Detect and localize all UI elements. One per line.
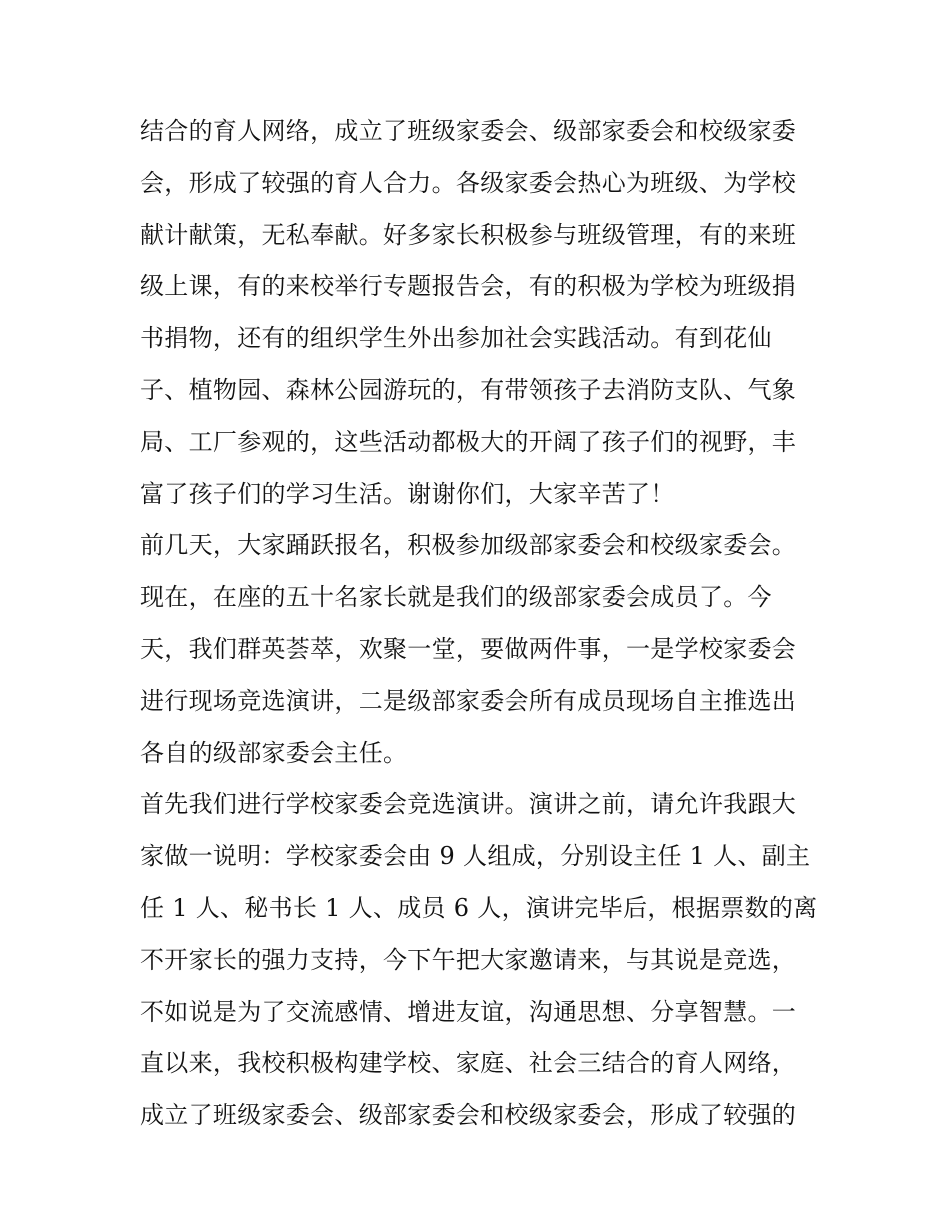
text-line: 直以来，我校积极构建学校、家庭、社会三结合的育人网络， <box>140 1049 797 1078</box>
text-line: 前几天，大家踊跃报名，积极参加级部家委会和校级家委会。 <box>140 531 797 560</box>
text-line: 不开家长的强力支持，今下午把大家邀请来，与其说是竞选， <box>140 945 797 974</box>
text-line: 各自的级部家委会主任。 <box>140 738 408 767</box>
text-line: 天，我们群英荟萃，欢聚一堂，要做两件事，一是学校家委会 <box>140 634 797 663</box>
text-line: 不如说是为了交流感情、增进友谊，沟通思想、分享智慧。一 <box>140 997 797 1026</box>
text-line: 献计献策，无私奉献。好多家长积极参与班级管理，有的来班 <box>140 220 797 249</box>
text-line: 首先我们进行学校家委会竞选演讲。演讲之前，请允许我跟大 <box>140 790 797 819</box>
body-text <box>140 106 830 1142</box>
text-line: 子、植物园、森林公园游玩的，有带领孩子去消防支队、气象 <box>140 375 797 404</box>
text-line: 书捐物，还有的组织学生外出参加社会实践活动。有到花仙 <box>140 324 772 353</box>
text-line: 进行现场竞选演讲，二是级部家委会所有成员现场自主推选出 <box>140 686 797 715</box>
text-line: 局、工厂参观的，这些活动都极大的开阔了孩子们的视野，丰 <box>140 427 797 456</box>
text-line: 任 1 人、秘书长 1 人、成员 6 人，演讲完毕后，根据票数的离 <box>140 893 818 922</box>
text-line: 成立了班级家委会、级部家委会和校级家委会，形成了较强的 <box>140 1101 797 1130</box>
text-line: 现在，在座的五十名家长就是我们的级部家委会成员了。今 <box>140 583 772 612</box>
text-line: 富了孩子们的学习生活。谢谢你们，大家辛苦了！ <box>140 479 675 508</box>
text-line: 会，形成了较强的育人合力。各级家委会热心为班级、为学校 <box>140 168 797 197</box>
text-line: 级上课，有的来校举行专题报告会，有的积极为学校为班级捐 <box>140 272 797 301</box>
text-line: 家做一说明：学校家委会由 9 人组成，分别设主任 1 人、副主 <box>140 842 811 871</box>
text-line: 结合的育人网络，成立了班级家委会、级部家委会和校级家委 <box>140 117 797 145</box>
